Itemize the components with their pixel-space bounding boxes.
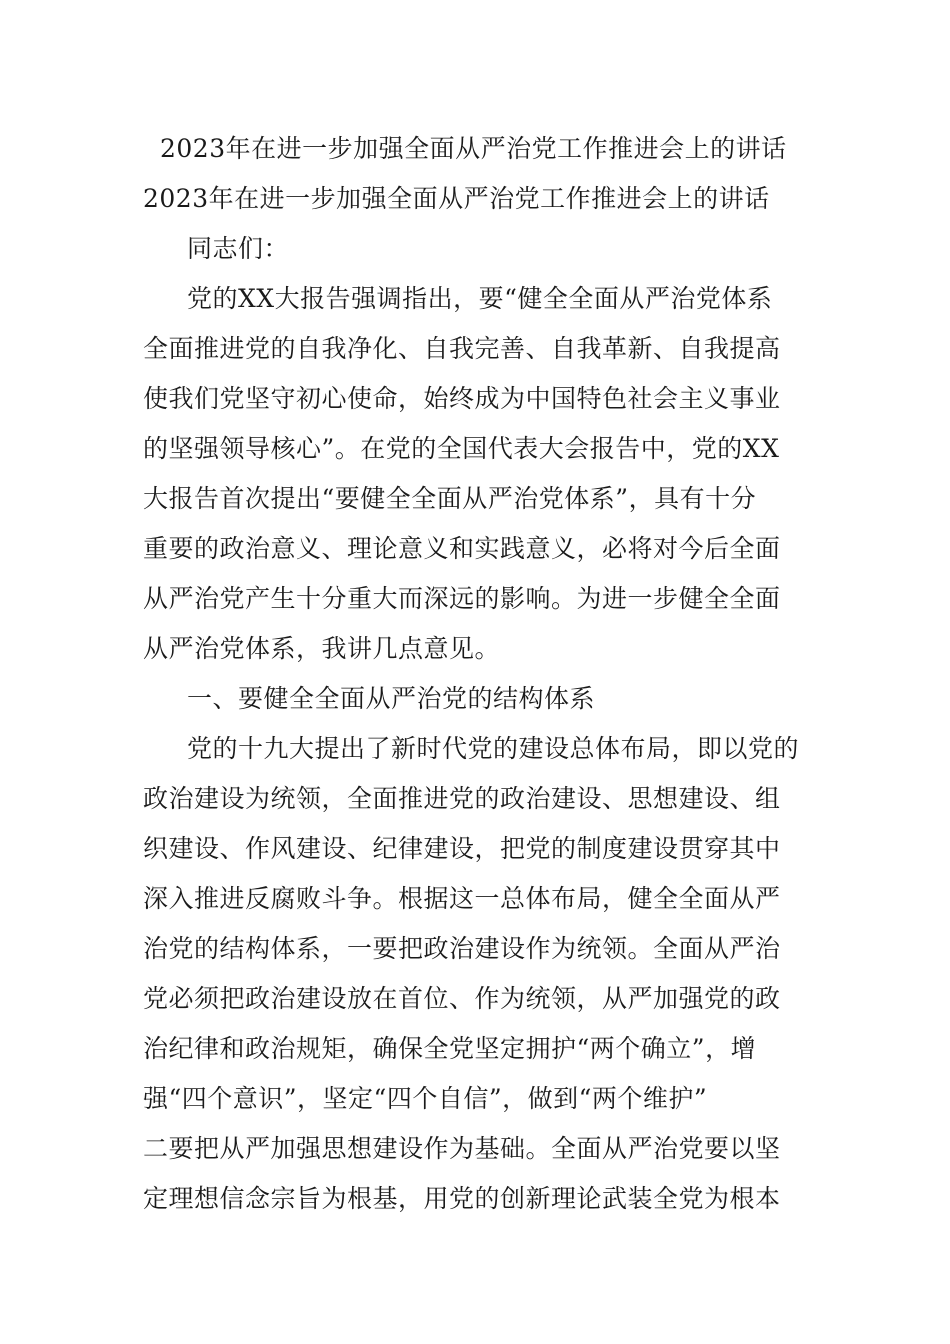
paragraph-1-line: 党的XX大报告强调指出，要“健全全面从严治党体系 (187, 284, 773, 313)
salutation: 同志们： (187, 234, 290, 263)
paragraph-2-line: 治纪律和政治规矩，确保全党坚定拥护“两个确立”，增 (143, 1034, 757, 1063)
paragraph-2-line: 强“四个意识”，坚定“四个自信”，做到“两个维护” (143, 1084, 708, 1113)
paragraph-1-line: 全面推进党的自我净化、自我完善、自我革新、自我提高 (143, 334, 781, 363)
document-title-line-2: 2023年在进一步加强全面从严治党工作推进会上的讲话 (143, 184, 770, 213)
paragraph-2-line: 织建设、作风建设、纪律建设，把党的制度建设贯穿其中 (143, 834, 781, 863)
paragraph-2-line: 治党的结构体系，一要把政治建设作为统领。全面从严治 (143, 934, 781, 963)
paragraph-1-line: 重要的政治意义、理论意义和实践意义，必将对今后全面 (143, 534, 781, 563)
paragraph-2-line: 党的十九大提出了新时代党的建设总体布局，即以党的 (187, 734, 800, 763)
paragraph-2-line: 政治建设为统领，全面推进党的政治建设、思想建设、组 (143, 784, 781, 813)
document-title-line-1: 2023年在进一步加强全面从严治党工作推进会上的讲话 (160, 134, 787, 163)
paragraph-2-line: 党必须把政治建设放在首位、作为统领，从严加强党的政 (143, 984, 781, 1013)
paragraph-1-line: 大报告首次提出“要健全全面从严治党体系”，具有十分 (143, 484, 757, 513)
paragraph-1-line: 从严治党体系，我讲几点意见。 (143, 634, 501, 663)
paragraph-2-line: 定理想信念宗旨为根基，用党的创新理论武装全党为根本 (143, 1184, 781, 1213)
paragraph-1-line: 的坚强领导核心”。在党的全国代表大会报告中，党的XX (143, 434, 780, 463)
paragraph-2-line: 深入推进反腐败斗争。根据这一总体布局，健全全面从严 (143, 884, 781, 913)
paragraph-1-line: 使我们党坚守初心使命，始终成为中国特色社会主义事业 (143, 384, 781, 413)
paragraph-1-line: 从严治党产生十分重大而深远的影响。为进一步健全全面 (143, 584, 781, 613)
section-1-heading: 一、要健全全面从严治党的结构体系 (187, 684, 596, 713)
paragraph-2-line: 二要把从严加强思想建设作为基础。全面从严治党要以坚 (143, 1134, 781, 1163)
